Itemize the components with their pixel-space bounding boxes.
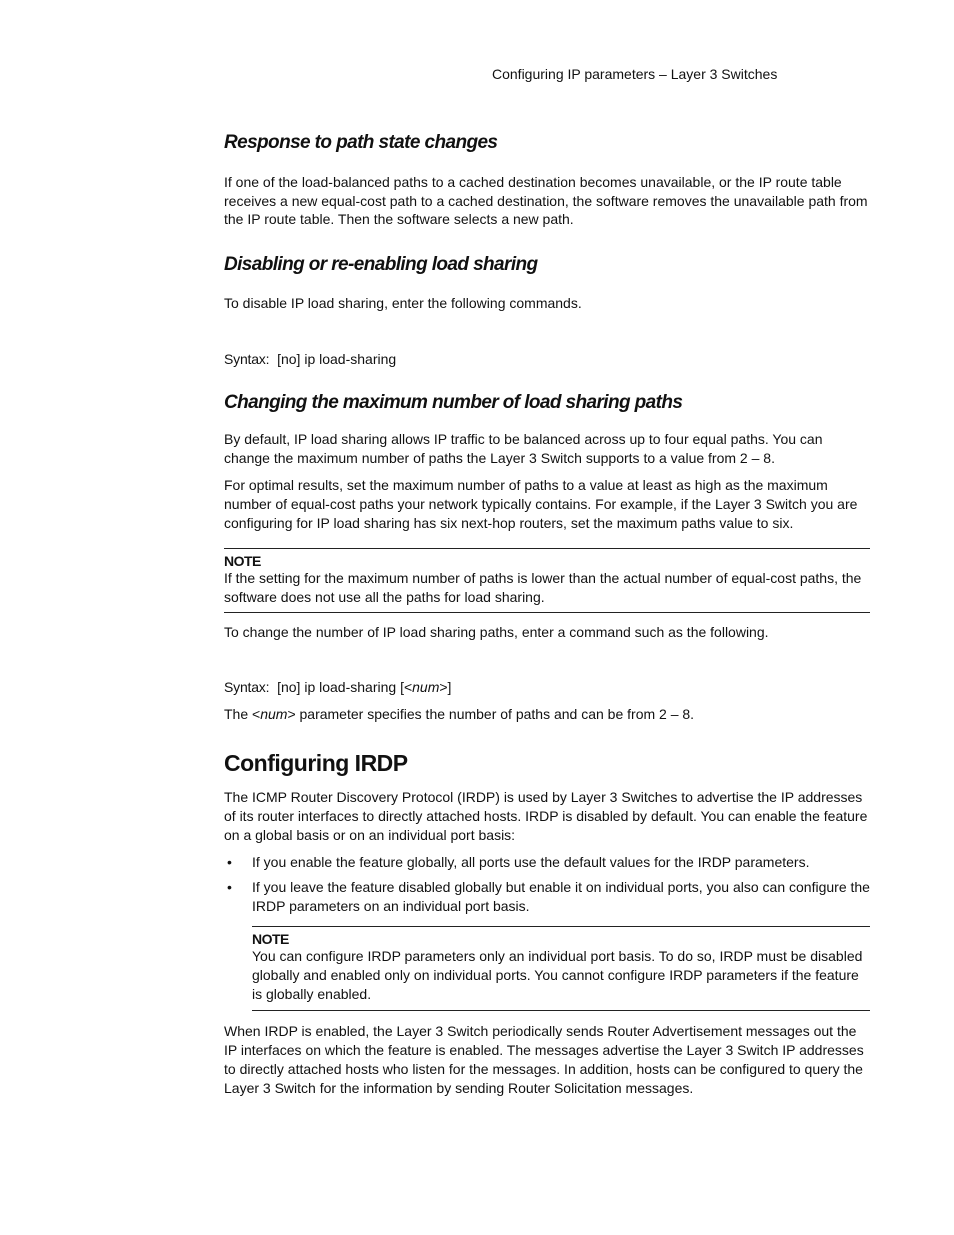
- list-item: [224, 853, 870, 872]
- text-run: The <: [224, 706, 261, 723]
- paragraph: For optimal results, set the maximum number of paths to a value at least as high as the maximum number of equal-cost paths your network typically contains. For example, if the Layer 3 Switch you are configuring for IP load sharing has six next-hop routers, set the maximum paths value to six.: [224, 477, 858, 531]
- running-header: Configuring IP parameters – Layer 3 Switches: [492, 66, 778, 82]
- syntax-command: ip load-sharing: [304, 350, 397, 367]
- note-text: If the setting for the maximum number of paths is lower than the actual number of equal-cost paths, the software does not use all the paths for load sharing.: [224, 570, 862, 606]
- paragraph: The ICMP Router Discovery Protocol (IRDP) is used by Layer 3 Switches to advertise the IP addresses of its router interfaces to directly attached hosts. IRDP is disabled by default. You can enable the feature on a global basis or on an individual port basis:: [224, 789, 868, 843]
- syntax-label: Syntax:: [224, 679, 270, 696]
- note-box: [252, 926, 870, 1011]
- bullet-icon: •: [227, 878, 232, 895]
- syntax-line: [224, 350, 870, 368]
- syntax-optional: [no]: [277, 679, 301, 696]
- text-run: > parameter specifies the number of paths and can be from 2 – 8.: [287, 706, 695, 723]
- bullet-list: [224, 853, 870, 915]
- syntax-line: [224, 678, 870, 696]
- list-item: [224, 878, 870, 915]
- note-label: NOTE: [224, 553, 261, 570]
- paragraph: When IRDP is enabled, the Layer 3 Switch periodically sends Router Advertisement messages out the IP interfaces on which the feature is enabled. The messages advertise the Layer 3 Switch IP addresses to directly attached hosts who listen for the messages. In addition, hosts can be configured to query the Layer 3 Switch for the information by sending Router Solicitation messages.: [224, 1023, 864, 1096]
- note-text: You can configure IRDP parameters only an individual port basis. To do so, IRDP must be disabled globally and enabled only on individual ports. You cannot configure IRDP parameters if the feature is globally enabled.: [252, 948, 863, 1002]
- syntax-bracket-open: [<: [400, 679, 413, 696]
- note-label: NOTE: [252, 931, 289, 948]
- paragraph: To disable IP load sharing, enter the following commands.: [224, 295, 582, 312]
- paragraph-num-parameter: [224, 705, 870, 724]
- paragraph: By default, IP load sharing allows IP traffic to be balanced across up to four equal paths. You can change the maximum number of paths the Layer 3 Switch supports to a value from 2 – 8.: [224, 430, 823, 466]
- list-item-text: If you leave the feature disabled globally but enable it on individual ports, you also can configure the IRDP parameters on an individual port basis.: [252, 878, 870, 914]
- syntax-command: ip load-sharing: [304, 679, 397, 696]
- page-content: [224, 130, 870, 1097]
- syntax-bracket-close: >]: [439, 679, 452, 696]
- bullet-icon: •: [227, 854, 232, 871]
- syntax-param: num: [412, 679, 440, 696]
- paragraph: To change the number of IP load sharing paths, enter a command such as the following.: [224, 623, 769, 640]
- heading-response-to-path-state-changes: Response to path state changes: [224, 132, 498, 153]
- paragraph: If one of the load-balanced paths to a cached destination becomes unavailable, or the IP route table receives a new equal-cost path to a cached destination, the software removes the unavailable path from the IP route table. Then the software selects a new path.: [224, 174, 868, 228]
- syntax-optional: [no]: [277, 350, 301, 367]
- heading-changing-max-paths: Changing the maximum number of load sharing paths: [224, 391, 683, 413]
- heading-configuring-irdp: Configuring IRDP: [224, 750, 408, 777]
- param-name: num: [260, 706, 288, 723]
- note-box: [224, 548, 870, 612]
- syntax-label: Syntax:: [224, 350, 270, 367]
- heading-disabling-load-sharing: Disabling or re-enabling load sharing: [224, 254, 538, 276]
- list-item-text: If you enable the feature globally, all ports use the default values for the IRDP parameters.: [252, 854, 810, 871]
